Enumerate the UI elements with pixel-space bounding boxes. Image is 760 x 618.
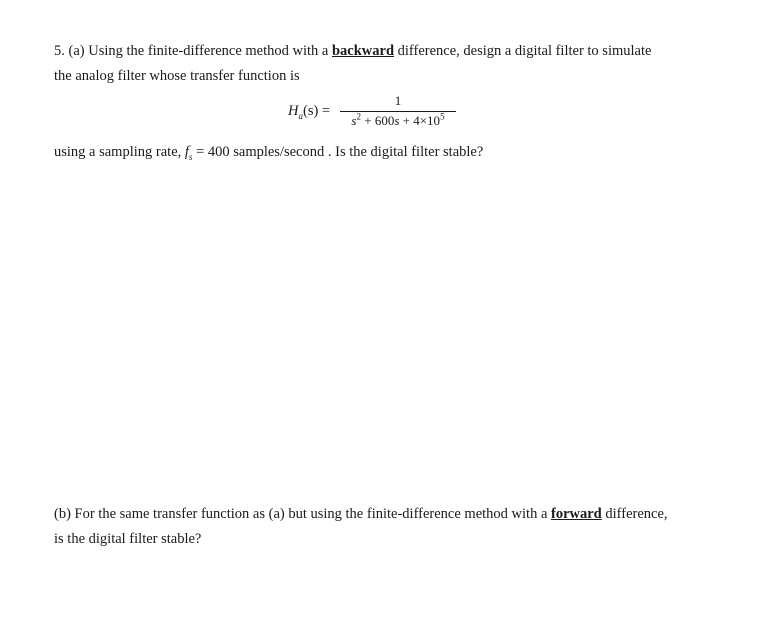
formula-numerator: 1 <box>394 93 402 108</box>
formula-denominator: $s^2 + 600s + 4\times 10^5$ <box>351 111 445 128</box>
forward-keyword: forward <box>551 506 602 522</box>
backward-keyword: backward <box>331 43 395 59</box>
part-b-line-1: (b) For the same transfer function as (a) but using the finite-difference method with a forward difference, <box>54 506 668 522</box>
part-a-line-3: using a sampling rate, $f_s = 400$ samples/second . Is the digital filter stable? <box>54 144 484 162</box>
part-a-line-2: the analog filter whose transfer function is <box>54 68 300 84</box>
formula-lhs: $H_a(s)$ = <box>288 103 331 121</box>
part-a-line-1: 5. (a) Using the finite-difference method with a backward difference, design a digital filter to simulate <box>54 43 652 59</box>
part-b-line-2: is the digital filter stable? <box>54 531 202 547</box>
